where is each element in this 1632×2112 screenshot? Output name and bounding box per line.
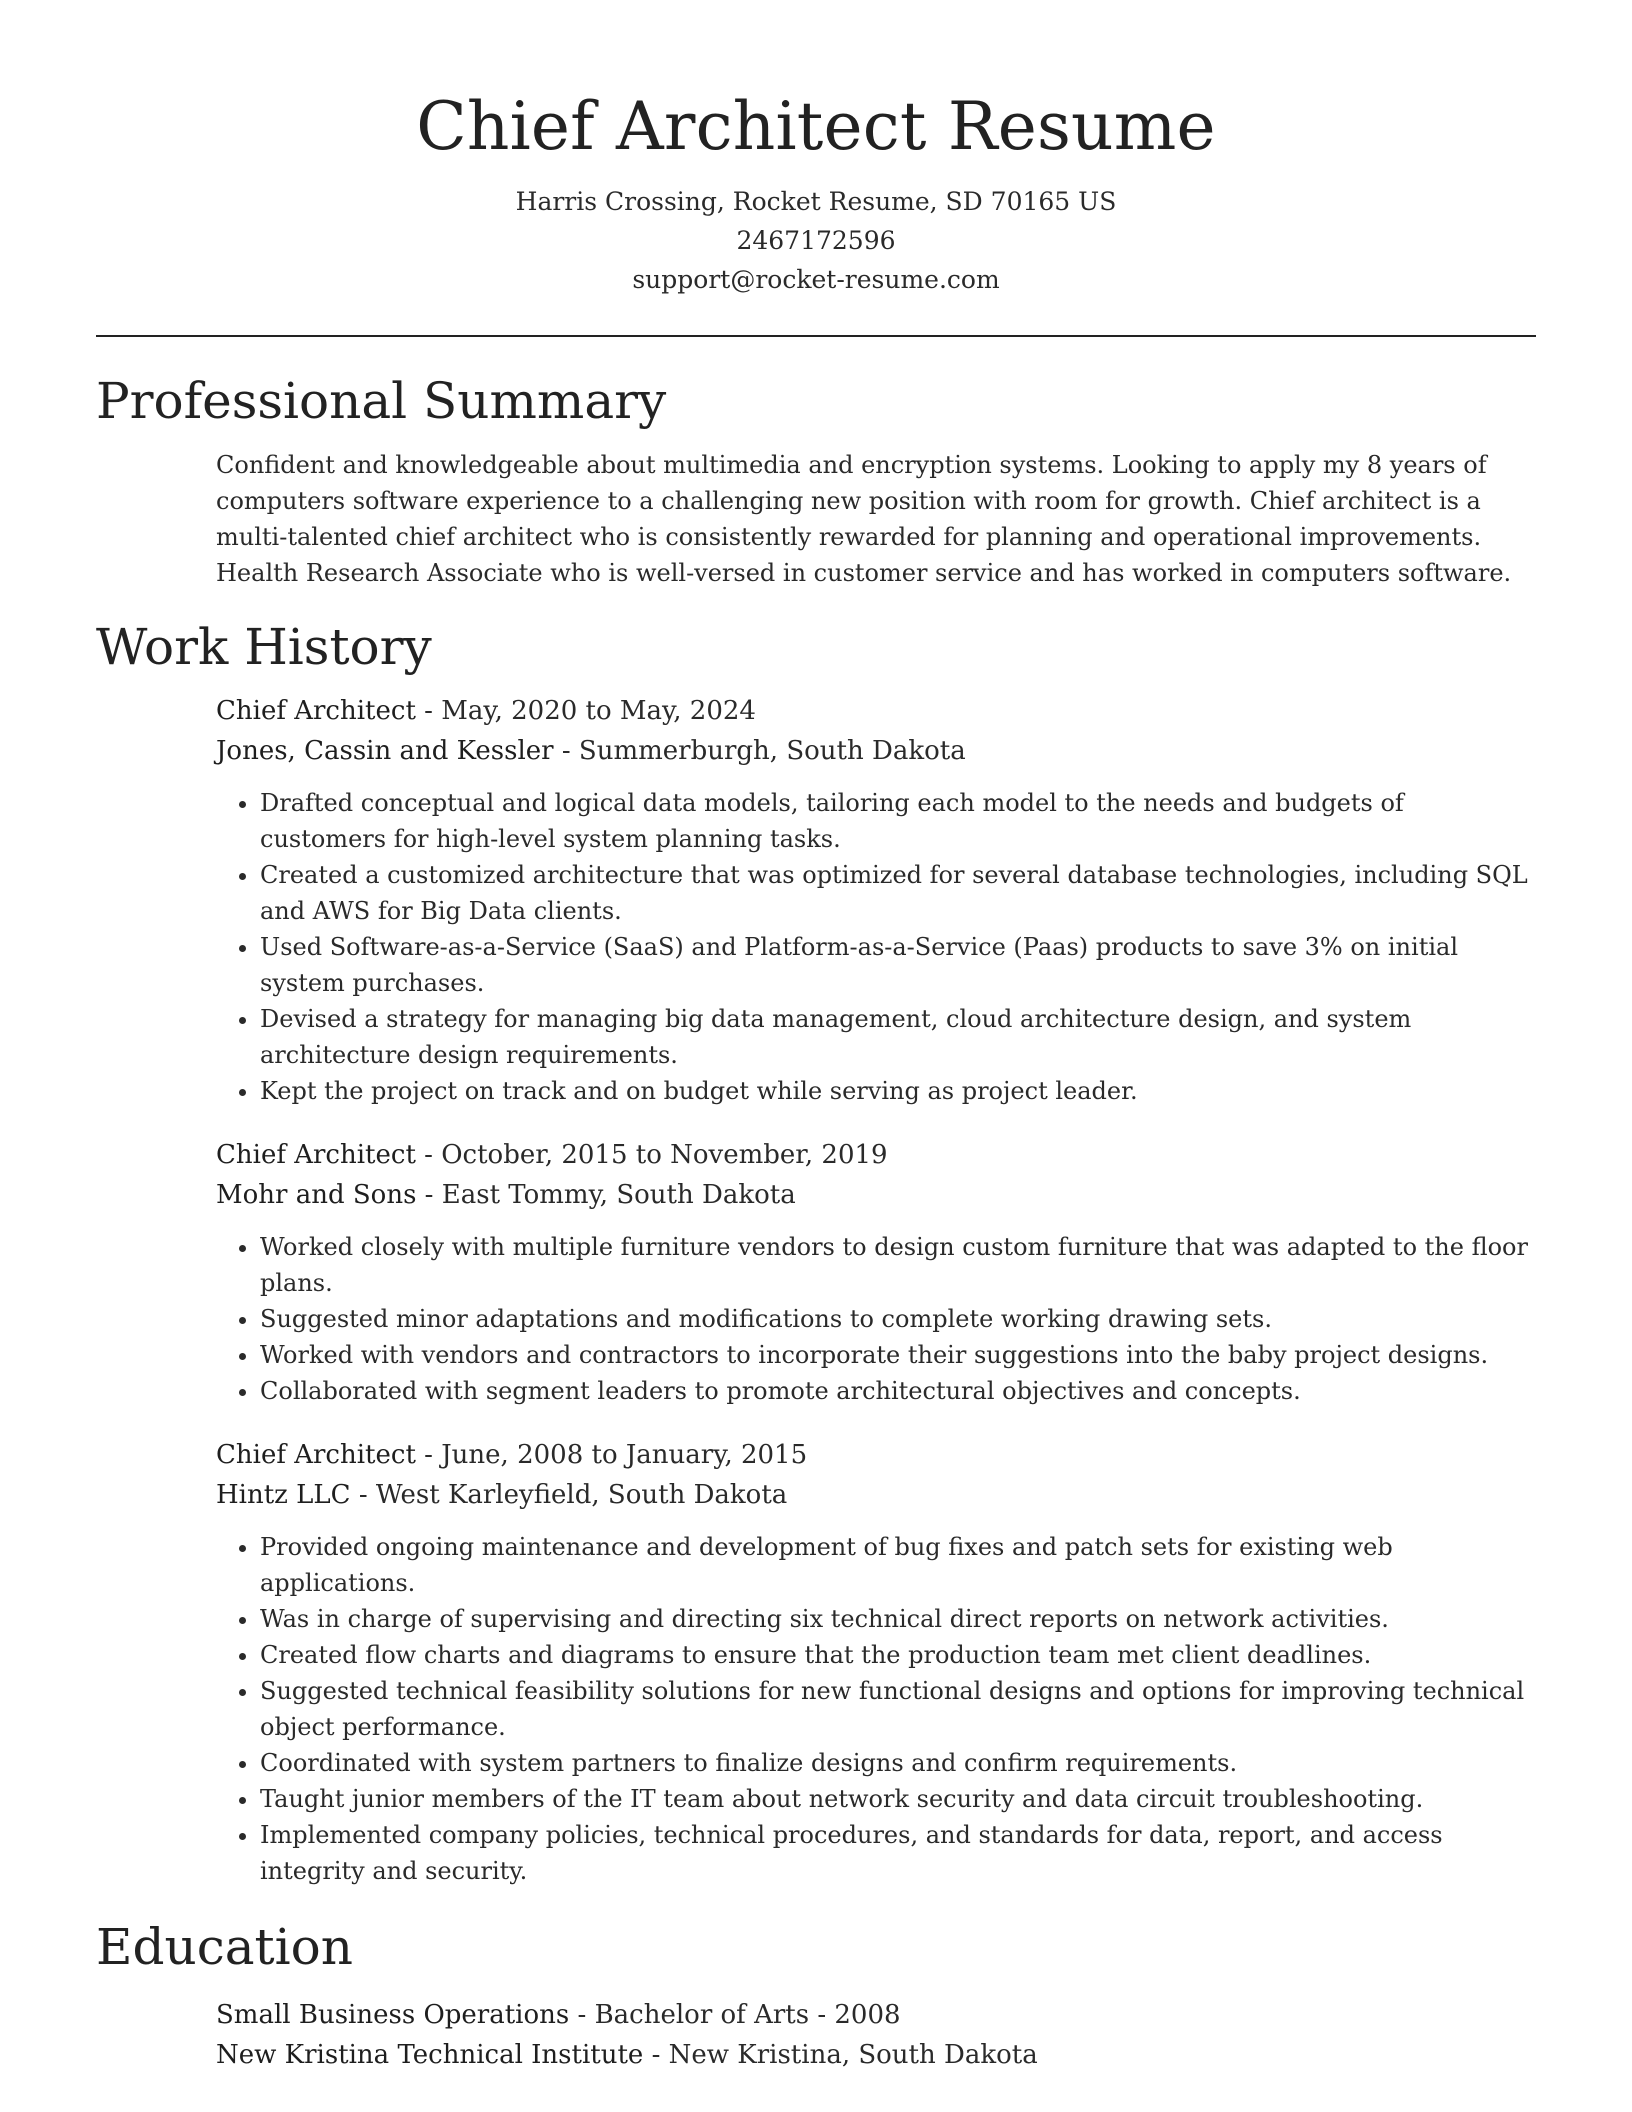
- resume-title: Chief Architect Resume: [416, 88, 1216, 165]
- summary-heading: Professional Summary: [96, 372, 667, 430]
- job-bullet: • Used Software-as-a-Service (SaaS) and Platform-as-a-Service (Paas) products to save 3% on initial system purchases.: [260, 929, 1536, 1001]
- job-bullet: • Worked with vendors and contractors to incorporate their suggestions into the baby project designs.: [260, 1337, 1536, 1373]
- job-location: Summerburgh, South Dakota: [578, 736, 966, 766]
- contact-address: Harris Crossing, Rocket Resume, SD 70165 US: [515, 187, 1117, 216]
- job-bullet: • Was in charge of supervising and directing six technical direct reports on network activities.: [260, 1601, 1536, 1637]
- job-role: Chief Architect: [216, 1440, 416, 1470]
- job-dates: May, 2020 to May, 2024: [441, 696, 756, 726]
- job-title-line: Chief Architect - October, 2015 to November, 2019: [216, 1140, 888, 1170]
- job-dates: June, 2008 to January, 2015: [441, 1440, 808, 1470]
- job-company-line: Hintz LLC - West Karleyfield, South Dakota: [216, 1480, 788, 1510]
- education-field: Small Business Operations: [216, 2000, 570, 2030]
- job-bullet: • Coordinated with system partners to finalize designs and confirm requirements.: [260, 1745, 1536, 1781]
- job-bullet-list: [216, 1229, 1536, 1409]
- education-section: [216, 1995, 1536, 2075]
- job-bullet-list: [216, 1529, 1536, 1889]
- job-role: Chief Architect: [216, 696, 416, 726]
- job-bullet: • Suggested technical feasibility solutions for new functional designs and options for improving technical object performance.: [260, 1673, 1536, 1745]
- contact-block: [96, 182, 1536, 299]
- job-company: Jones, Cassin and Kessler: [216, 736, 554, 766]
- job-bullet: • Collaborated with segment leaders to promote architectural objectives and concepts.: [260, 1373, 1536, 1409]
- job-bullet: • Created a customized architecture that was optimized for several database technologies, including SQL and AWS for Big Data clients.: [260, 857, 1536, 929]
- job-bullet-list: [216, 785, 1536, 1109]
- education-school-line: New Kristina Technical Institute - New Kristina, South Dakota: [216, 2040, 1038, 2070]
- job-bullet: • Suggested minor adaptations and modifications to complete working drawing sets.: [260, 1301, 1536, 1337]
- job-bullet: • Kept the project on track and on budget while serving as project leader.: [260, 1073, 1536, 1109]
- job-role: Chief Architect: [216, 1140, 416, 1170]
- job-title-line: Chief Architect - May, 2020 to May, 2024: [216, 696, 756, 726]
- job-dates: October, 2015 to November, 2019: [441, 1140, 888, 1170]
- resume-header: [96, 82, 1536, 299]
- contact-phone: 2467172596: [736, 226, 896, 255]
- job-company-line: Mohr and Sons - East Tommy, South Dakota: [216, 1180, 796, 1210]
- job-bullet: • Taught junior members of the IT team about network security and data circuit troubleshooting.: [260, 1781, 1536, 1817]
- job-entry: [216, 1435, 1536, 1889]
- education-year: 2008: [834, 2000, 901, 2030]
- education-location: New Kristina, South Dakota: [668, 2040, 1038, 2070]
- job-company: Hintz LLC: [216, 1480, 351, 1510]
- job-bullet: • Drafted conceptual and logical data models, tailoring each model to the needs and budgets of customers for high-level system planning tasks.: [260, 785, 1536, 857]
- job-company-line: Jones, Cassin and Kessler - Summerburgh, South Dakota: [216, 736, 966, 766]
- job-entry: [216, 1135, 1536, 1409]
- job-title-line: Chief Architect - June, 2008 to January, 2015: [216, 1440, 808, 1470]
- education-school: New Kristina Technical Institute: [216, 2040, 644, 2070]
- summary-text: Confident and knowledgeable about multimedia and encryption systems. Looking to apply my 8 years of computers software experience to a challenging new position with room for growth. Chief architect is a multi-talented chief architect who is consistently rewarded for planning and operational improvements. Health Research Associate who is well-versed in customer service and has worked in computers software.: [216, 451, 1512, 587]
- job-location: West Karleyfield, South Dakota: [375, 1480, 788, 1510]
- work-history-section: [216, 691, 1536, 1889]
- education-degree: Bachelor of Arts: [594, 2000, 810, 2030]
- header-divider: [96, 335, 1536, 337]
- job-bullet: • Devised a strategy for managing big data management, cloud architecture design, and system architecture design requirements.: [260, 1001, 1536, 1073]
- job-bullet: • Provided ongoing maintenance and development of bug fixes and patch sets for existing web applications.: [260, 1529, 1536, 1601]
- job-entry: [216, 691, 1536, 1109]
- summary-section: [216, 447, 1536, 591]
- job-company: Mohr and Sons: [216, 1180, 417, 1210]
- work-history-heading: Work History: [96, 618, 432, 676]
- job-bullet: • Implemented company policies, technical procedures, and standards for data, report, and access integrity and security.: [260, 1817, 1536, 1889]
- job-bullet: • Worked closely with multiple furniture vendors to design custom furniture that was adapted to the floor plans.: [260, 1229, 1536, 1301]
- education-heading: Education: [96, 1918, 353, 1976]
- contact-email: support@rocket-resume.com: [632, 265, 1000, 294]
- job-bullet: • Created flow charts and diagrams to ensure that the production team met client deadlines.: [260, 1637, 1536, 1673]
- job-location: East Tommy, South Dakota: [441, 1180, 796, 1210]
- education-degree-line: Small Business Operations - Bachelor of Arts - 2008: [216, 2000, 901, 2030]
